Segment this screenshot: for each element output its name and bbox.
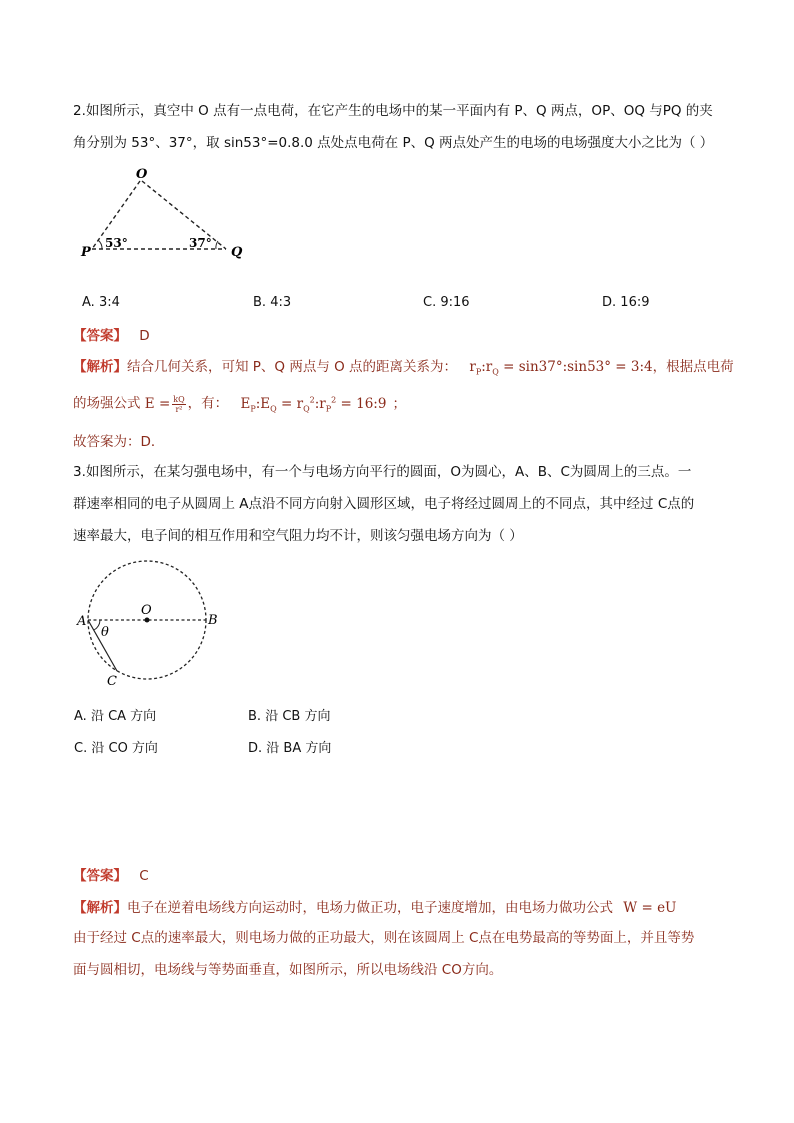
analysis-text-end: ；	[392, 395, 406, 412]
option-letter: B.	[248, 709, 262, 724]
analysis-formula-1: $r_P:r_Q$ = sin37°:sin53° = 3:4	[469, 359, 653, 377]
q2-stem-line-2: 角分别为 53°、37°，取 sin53°=0.8.0 点处点电荷在 P、Q 两点处产生的电场的电场强度大小之比为（ ）	[73, 135, 714, 151]
option-letter: C.	[423, 295, 437, 310]
q2-analysis-line-2	[73, 387, 406, 422]
option-text: 4:3	[270, 295, 292, 310]
formula-E-Q: E	[260, 395, 271, 412]
option-text: 沿 CO 方向	[91, 741, 158, 756]
field-formula	[145, 396, 188, 412]
formula-tail: = sin37°:sin53° = 3:4	[503, 359, 653, 375]
q2-label-O: O	[136, 167, 148, 182]
option-letter: A.	[82, 295, 95, 310]
formula-tail: = 16:9	[340, 395, 387, 412]
q3-label-C: C	[107, 674, 117, 689]
q2-triangle-figure	[78, 165, 248, 265]
option-letter: C.	[74, 741, 88, 756]
q2-angle-arc-Q	[216, 241, 218, 249]
option-text: 3:4	[98, 295, 120, 310]
analysis-formula: W = eU	[623, 900, 677, 916]
answer-tag: 【答案】	[73, 328, 127, 344]
q3-angle-arc	[94, 620, 100, 630]
option-letter: B.	[253, 295, 267, 310]
q3-option-c[interactable]	[74, 740, 158, 758]
fraction-numerator: kQ	[173, 394, 185, 404]
q3-circle-figure	[74, 557, 234, 692]
option-text: 沿 CB 方向	[265, 709, 331, 724]
q2-label-Q: Q	[231, 245, 243, 260]
q3-stem-line-3: 速率最大，电子间的相互作用和空气阻力均不计，则该匀强电场方向为（ ）	[73, 528, 523, 544]
option-letter: A.	[74, 709, 87, 724]
answer-tag: 【答案】	[73, 868, 127, 884]
q2-option-b[interactable]	[253, 294, 291, 312]
q3-analysis-line-1	[73, 898, 676, 918]
q3-stem-line-2: 群速率相同的电子从圆周上 A点沿不同方向射入圆形区域，电子将经过圆周上的不同点，其中经过 C点的	[73, 496, 695, 512]
analysis-text: 结合几何关系，可知 P、Q 两点与 O 点的距离关系为：	[127, 359, 458, 375]
option-text: 沿 CA 方向	[90, 709, 157, 724]
fraction	[172, 395, 185, 414]
q3-option-d[interactable]	[248, 740, 331, 758]
analysis-tag: 【解析】	[73, 900, 127, 916]
q3-center-dot	[145, 618, 150, 623]
q3-option-b[interactable]	[248, 708, 330, 726]
formula-r-P: r	[469, 359, 476, 375]
q3-analysis-line-3: 面与圆相切，电场线与等势面垂直，如图所示，所以电场线沿 CO方向。	[73, 962, 503, 978]
formula-E-P: E	[240, 395, 251, 412]
option-text: 16:9	[620, 295, 650, 310]
answer-value: D	[139, 328, 150, 344]
q2-label-P: P	[81, 245, 91, 260]
option-letter: D.	[248, 741, 263, 756]
q2-angle-label-P: 53°	[105, 236, 128, 250]
q2-line-OQ	[142, 181, 226, 249]
option-letter: D.	[602, 295, 617, 310]
q2-option-a[interactable]	[82, 294, 120, 312]
q2-option-c[interactable]	[423, 294, 470, 312]
fraction-denominator: r²	[175, 404, 183, 414]
q2-conclusion: 故答案为：D．	[73, 434, 165, 450]
analysis-text: ，有：	[187, 395, 229, 412]
analysis-text: 电子在逆着电场线方向运动时，电场力做正功，电子速度增加，由电场力做功公式	[127, 900, 613, 916]
q3-answer	[73, 866, 149, 886]
option-text: 沿 BA 方向	[266, 741, 332, 756]
q2-answer	[73, 326, 150, 346]
q2-option-d[interactable]	[602, 294, 650, 312]
q3-label-A: A	[77, 614, 87, 629]
q3-label-O: O	[141, 603, 152, 618]
analysis-formula-2: $E_P:E_Q$ = $r_Q^2:r_P^2$ = 16:9	[240, 395, 387, 414]
q3-label-B: B	[208, 613, 218, 628]
q2-angle-label-Q: 37°	[189, 236, 212, 250]
q3-analysis-line-2: 由于经过 C点的速率最大，则电场力做的正功最大，则在该圆周上 C点在电势最高的等势面上，并且等势	[73, 930, 695, 946]
q3-label-theta: θ	[101, 625, 109, 640]
q2-analysis-line-1	[73, 357, 734, 383]
q2-angle-arc-P	[98, 240, 102, 249]
analysis-text: 的场强公式	[73, 395, 141, 412]
q2-stem-line-1: 2.如图所示，真空中 O 点有一点电荷，在它产生的电场中的某一平面内有 P、Q 两点，OP、OQ 与PQ 的夹	[73, 103, 713, 119]
field-E: E =	[144, 395, 171, 412]
formula-r-Q: r	[485, 359, 493, 375]
q3-option-a[interactable]	[74, 708, 156, 726]
option-text: 9:16	[440, 295, 470, 310]
analysis-tag: 【解析】	[73, 359, 127, 375]
answer-value: C	[139, 868, 149, 884]
analysis-text-end: ，根据点电荷	[652, 359, 734, 375]
q3-stem-line-1: 3.如图所示，在某匀强电场中，有一个与电场方向平行的圆面，O为圆心，A、B、C为圆周上的三点。一	[73, 464, 692, 480]
